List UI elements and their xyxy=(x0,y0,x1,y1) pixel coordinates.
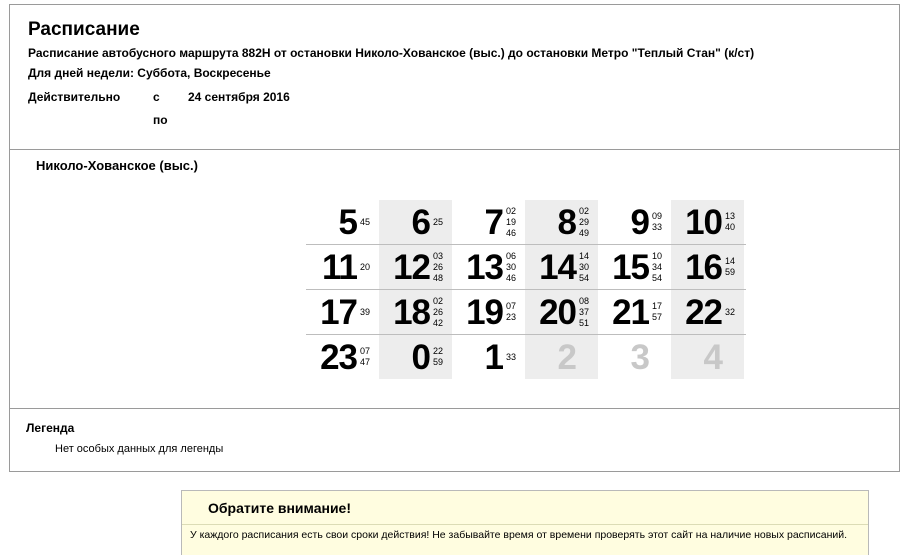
hour-number: 19 xyxy=(466,292,503,332)
stop-name: Николо-Хованское (выс.) xyxy=(36,158,198,173)
timetable-row xyxy=(306,335,746,380)
departure-minute: 02 xyxy=(433,295,444,306)
hour-number: 17 xyxy=(320,292,357,332)
hour-cell xyxy=(525,200,598,244)
departure-minute: 13 xyxy=(725,211,736,221)
minutes-list xyxy=(360,346,373,368)
timetable-row xyxy=(306,245,746,290)
departure-minute: 10 xyxy=(652,250,663,261)
departure-minute: 46 xyxy=(506,227,517,238)
minutes-list xyxy=(506,251,519,284)
departure-minute: 32 xyxy=(725,306,736,317)
departure-minute: 37 xyxy=(579,306,590,317)
hour-number: 3 xyxy=(630,337,649,377)
hour-number: 11 xyxy=(322,247,357,287)
hour-number: 12 xyxy=(393,247,430,287)
hour-cell xyxy=(379,245,452,289)
minutes-list xyxy=(506,206,519,239)
hour-number: 13 xyxy=(466,247,503,287)
valid-from-date: 24 сентября 2016 xyxy=(188,90,290,104)
hour-number: 10 xyxy=(685,202,722,242)
valid-to-label: по xyxy=(153,113,168,127)
hour-cell xyxy=(598,290,671,334)
hour-cell xyxy=(671,290,744,334)
hour-cell xyxy=(452,245,525,289)
hour-cell xyxy=(452,335,525,379)
minutes-list xyxy=(579,206,592,239)
legend-title: Легенда xyxy=(26,421,75,435)
departure-minute: 45 xyxy=(360,216,371,227)
legend-panel xyxy=(9,408,900,472)
minutes-list xyxy=(360,262,373,273)
hour-cell xyxy=(671,245,744,289)
hour-number: 14 xyxy=(539,247,576,287)
departure-minute: 25 xyxy=(433,216,444,227)
minutes-list xyxy=(506,352,519,363)
departure-minute: 54 xyxy=(652,272,663,283)
departure-minute: 29 xyxy=(579,216,590,227)
minutes-list xyxy=(725,211,738,233)
departure-minute: 19 xyxy=(506,216,517,227)
departure-minute: 06 xyxy=(506,250,517,261)
departure-minute: 07 xyxy=(506,301,517,311)
departure-minute: 07 xyxy=(360,346,371,356)
schedule-header-panel xyxy=(9,4,900,149)
notice-text: У каждого расписания есть свои сроки действия! Не забывайте время от времени проверять этот сайт на наличие новых расписаний. xyxy=(190,529,848,541)
hour-number: 4 xyxy=(703,337,722,377)
departure-minute: 14 xyxy=(579,250,590,261)
hour-number: 0 xyxy=(411,337,430,377)
departure-minute: 17 xyxy=(652,301,663,311)
departure-minute: 39 xyxy=(360,306,371,317)
valid-from-label: с xyxy=(153,90,160,104)
departure-minute: 48 xyxy=(433,272,444,283)
departure-minute: 33 xyxy=(506,351,517,362)
minutes-list xyxy=(652,251,665,284)
hour-cell xyxy=(379,335,452,379)
departure-minute: 20 xyxy=(360,261,371,272)
departure-minute: 47 xyxy=(360,357,371,367)
departure-minute: 02 xyxy=(506,205,517,216)
hour-cell xyxy=(306,245,379,289)
notice-title: Обратите внимание! xyxy=(208,500,352,516)
hour-cell xyxy=(671,200,744,244)
minutes-list xyxy=(652,211,665,233)
departure-minute: 02 xyxy=(579,205,590,216)
departure-minute: 22 xyxy=(433,346,444,356)
hour-cell xyxy=(525,290,598,334)
departure-minute: 30 xyxy=(506,261,517,272)
hour-cell xyxy=(671,335,744,379)
hour-cell xyxy=(525,335,598,379)
minutes-list xyxy=(579,296,592,329)
hour-number: 23 xyxy=(320,337,357,377)
minutes-list xyxy=(579,251,592,284)
hour-number: 22 xyxy=(685,292,722,332)
departure-minute: 40 xyxy=(725,222,736,232)
hour-cell xyxy=(306,335,379,379)
departure-minute: 51 xyxy=(579,317,590,328)
hour-cell xyxy=(525,245,598,289)
hour-cell xyxy=(306,200,379,244)
departure-minute: 08 xyxy=(579,295,590,306)
minutes-list xyxy=(433,251,446,284)
hour-cell xyxy=(452,290,525,334)
valid-label: Действительно xyxy=(28,90,121,104)
minutes-list xyxy=(433,217,446,228)
minutes-list xyxy=(433,296,446,329)
hour-number: 9 xyxy=(630,202,649,242)
hour-number: 5 xyxy=(338,202,357,242)
departure-minute: 54 xyxy=(579,272,590,283)
hour-number: 6 xyxy=(411,202,430,242)
hour-cell xyxy=(379,290,452,334)
departure-minute: 26 xyxy=(433,306,444,317)
hour-number: 1 xyxy=(484,337,503,377)
hour-cell xyxy=(379,200,452,244)
departure-minute: 49 xyxy=(579,227,590,238)
hour-number: 20 xyxy=(539,292,576,332)
hour-number: 8 xyxy=(557,202,576,242)
hour-number: 21 xyxy=(612,292,649,332)
departure-minute: 59 xyxy=(725,267,736,277)
hour-number: 18 xyxy=(393,292,430,332)
notice-divider xyxy=(182,524,868,525)
notice-box xyxy=(181,490,869,555)
departure-minute: 09 xyxy=(652,211,663,221)
departure-minute: 42 xyxy=(433,317,444,328)
hour-cell xyxy=(452,200,525,244)
hour-cell xyxy=(598,335,671,379)
departure-minute: 30 xyxy=(579,261,590,272)
minutes-list xyxy=(725,256,738,278)
hour-number: 2 xyxy=(557,337,576,377)
hour-cell xyxy=(598,200,671,244)
departure-minute: 14 xyxy=(725,256,736,266)
timetable-row xyxy=(306,290,746,335)
page-title: Расписание xyxy=(28,19,140,40)
route-description: Расписание автобусного маршрута 882Н от остановки Николо-Хованское (выс.) до остановки Метро "Теплый Стан" (к/ст) xyxy=(28,46,755,60)
minutes-list xyxy=(506,301,519,323)
departure-minute: 23 xyxy=(506,312,517,322)
hour-number: 7 xyxy=(484,202,503,242)
minutes-list xyxy=(433,346,446,368)
timetable-row xyxy=(306,200,746,245)
departure-minute: 57 xyxy=(652,312,663,322)
hour-number: 15 xyxy=(612,247,649,287)
departure-minute: 46 xyxy=(506,272,517,283)
minutes-list xyxy=(360,217,373,228)
days-of-week: Для дней недели: Суббота, Воскресенье xyxy=(28,66,271,80)
stop-timetable-panel xyxy=(9,149,900,408)
hour-cell xyxy=(598,245,671,289)
hour-cell xyxy=(306,290,379,334)
minutes-list xyxy=(360,307,373,318)
minutes-list xyxy=(725,307,738,318)
hour-number: 16 xyxy=(685,247,722,287)
departure-minute: 59 xyxy=(433,357,444,367)
departure-minute: 03 xyxy=(433,250,444,261)
departure-minute: 26 xyxy=(433,261,444,272)
legend-text: Нет особых данных для легенды xyxy=(55,443,224,455)
departure-minute: 33 xyxy=(652,222,663,232)
departure-minute: 34 xyxy=(652,261,663,272)
timetable-grid xyxy=(306,200,746,380)
minutes-list xyxy=(652,301,665,323)
